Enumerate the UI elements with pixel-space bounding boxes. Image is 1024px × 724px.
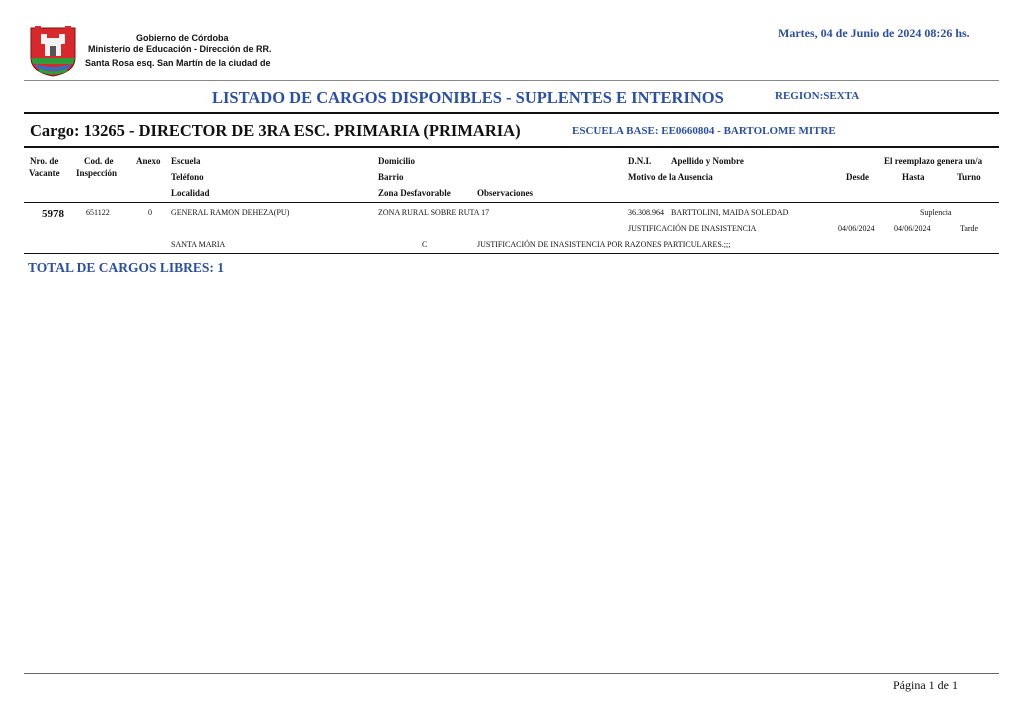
cell-hasta: 04/06/2024 xyxy=(894,224,931,233)
col-hasta: Hasta xyxy=(902,172,925,182)
table-bottom-divider xyxy=(24,253,999,254)
cell-anexo: 0 xyxy=(148,208,152,217)
col-localidad: Localidad xyxy=(171,188,210,198)
org-name: Gobierno de Córdoba xyxy=(136,33,229,43)
cell-reemplazo: Suplencia xyxy=(920,208,952,217)
cell-desde: 04/06/2024 xyxy=(838,224,875,233)
cell-motivo: JUSTIFICACIÓN DE INASISTENCIA xyxy=(628,224,757,233)
page-number: Página 1 de 1 xyxy=(893,678,958,692)
col-vacante: Vacante xyxy=(29,168,60,178)
cell-dni: 36.308.964 xyxy=(628,208,664,217)
total-cargos-libres: TOTAL DE CARGOS LIBRES: 1 xyxy=(28,260,225,275)
col-cod-de: Cod. de xyxy=(84,156,114,166)
report-title: LISTADO DE CARGOS DISPONIBLES - SUPLENTES E INTERINOS xyxy=(212,88,724,107)
header-row-divider xyxy=(24,202,999,203)
col-dni: D.N.I. xyxy=(628,156,652,166)
col-domicilio: Domicilio xyxy=(378,156,415,166)
cell-inspeccion: 651122 xyxy=(86,208,110,217)
col-apellido-nombre: Apellido y Nombre xyxy=(671,156,744,166)
cargo-divider xyxy=(24,146,999,148)
escuela-base: ESCUELA BASE: EE0660804 - BARTOLOME MITRE xyxy=(572,125,836,137)
title-divider xyxy=(24,112,999,114)
cell-observaciones: JUSTIFICACIÓN DE INASISTENCIA POR RAZONES PARTICULARES.;;; xyxy=(477,240,731,249)
report-datetime: Martes, 04 de Junio de 2024 08:26 hs. xyxy=(778,26,970,40)
col-nro-de: Nro. de xyxy=(30,156,59,166)
province-coat-of-arms-logo xyxy=(27,24,79,78)
col-anexo: Anexo xyxy=(136,156,161,166)
col-escuela: Escuela xyxy=(171,156,201,166)
header-divider xyxy=(24,80,999,81)
col-motivo-ausencia: Motivo de la Ausencia xyxy=(628,172,713,182)
org-ministry: Ministerio de Educación - Dirección de RR. xyxy=(88,44,272,54)
col-turno: Turno xyxy=(957,172,981,182)
col-observaciones: Observaciones xyxy=(477,188,533,198)
cell-domicilio: ZONA RURAL SOBRE RUTA 17 xyxy=(378,208,490,217)
cargo-heading: Cargo: 13265 - DIRECTOR DE 3RA ESC. PRIMARIA (PRIMARIA) xyxy=(30,121,521,140)
cell-localidad: SANTA MARIA xyxy=(171,240,226,249)
cell-turno: Tarde xyxy=(960,224,979,233)
col-barrio: Barrio xyxy=(378,172,404,182)
region-label: REGION:SEXTA xyxy=(775,90,860,102)
cell-escuela: GENERAL RAMON DEHEZA(PU) xyxy=(171,208,290,217)
cell-zona: C xyxy=(422,240,428,249)
col-telefono: Teléfono xyxy=(171,172,204,182)
col-inspeccion: Inspección xyxy=(76,168,118,178)
col-desde: Desde xyxy=(846,172,869,182)
org-address: Santa Rosa esq. San Martín de la ciudad de xyxy=(85,58,271,68)
cell-apellido-nombre: BARTTOLINI, MAIDA SOLEDAD xyxy=(671,208,789,217)
col-reemplazo: El reemplazo genera un/a xyxy=(884,156,983,166)
col-zona-desfavorable: Zona Desfavorable xyxy=(378,188,451,198)
footer-divider xyxy=(24,673,999,674)
cell-vacante: 5978 xyxy=(42,208,64,220)
